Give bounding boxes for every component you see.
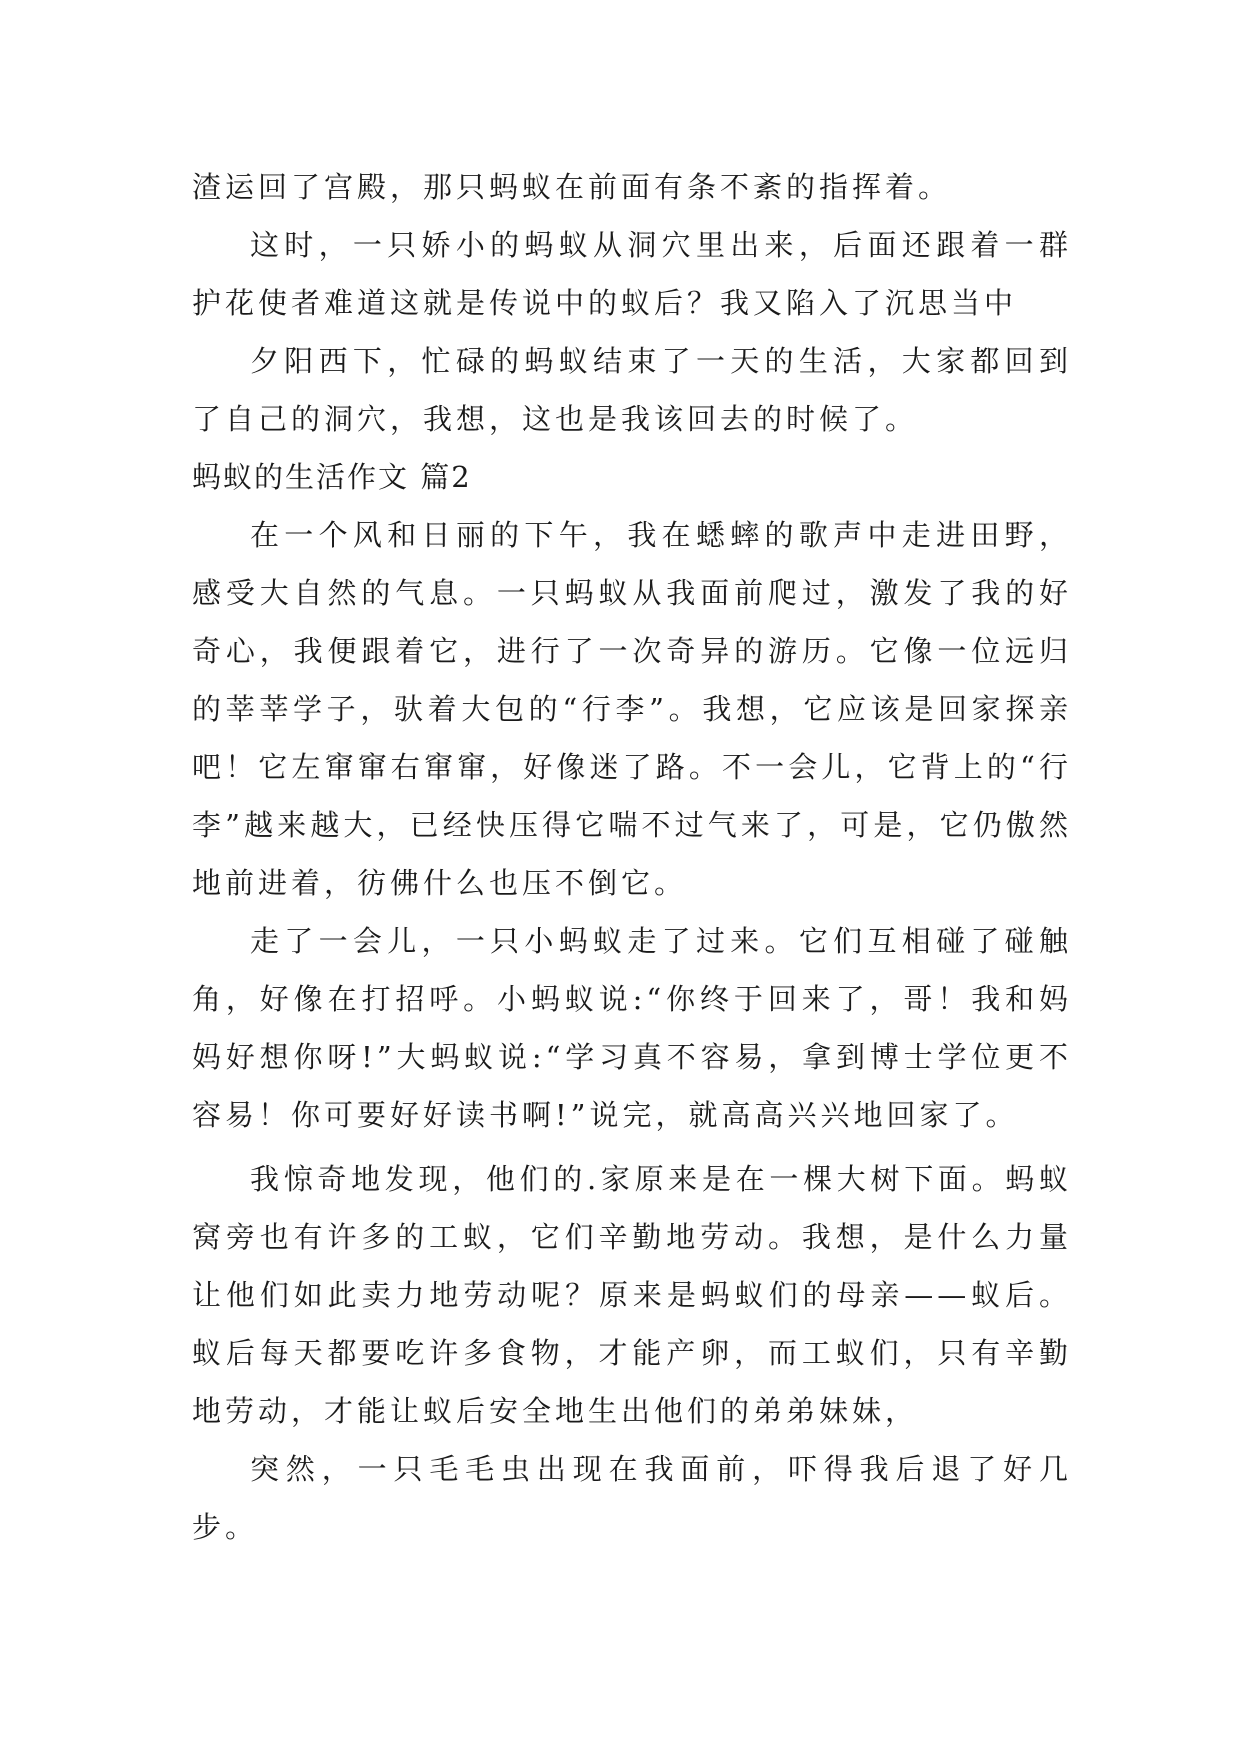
- paragraph-continued: 渣运回了宫殿，那只蚂蚁在前面有条不紊的指挥着。: [192, 170, 952, 204]
- paragraph: 在一个风和日丽的下午，我在蟋蟀的歌声中走进田野，感受大自然的气息。一只蚂蚁从我面前爬过，激发了我的好奇心，我便跟着它，进行了一次奇异的游历。它像一位远归的莘莘学子，驮着大包的“行李”。我想，它应该是回家探亲吧！它左窜窜右窜窜，好像迷了路。不一会儿，它背上的“行李”越来越大，已经快压得它喘不过气来了，可是，它仍傲然地前进着，彷佛什么也压不倒它。: [192, 518, 1072, 900]
- paragraph: 突然，一只毛毛虫出现在我面前，吓得我后退了好几步。: [192, 1452, 1072, 1544]
- section-heading: 蚂蚁的生活作文 篇2: [192, 460, 472, 494]
- paragraph: 夕阳西下，忙碌的蚂蚁结束了一天的生活，大家都回到了自己的洞穴，我想，这也是我该回去的时候了。: [192, 344, 1072, 436]
- document-body: [192, 158, 1072, 1556]
- paragraph: 走了一会儿，一只小蚂蚁走了过来。它们互相碰了碰触角，好像在打招呼。小蚂蚁说:“你终于回来了，哥！我和妈妈好想你呀!”大蚂蚁说:“学习真不容易，拿到博士学位更不容易！你可要好好读书啊!”说完，就高高兴兴地回家了。: [192, 924, 1072, 1132]
- paragraph: 这时，一只娇小的蚂蚁从洞穴里出来，后面还跟着一群护花使者难道这就是传说中的蚁后？我又陷入了沉思当中: [192, 228, 1072, 320]
- paragraph: 我惊奇地发现，他们的.家原来是在一棵大树下面。蚂蚁窝旁也有许多的工蚁，它们辛勤地劳动。我想，是什么力量让他们如此卖力地劳动呢？原来是蚂蚁们的母亲——蚁后。蚁后每天都要吃许多食物，才能产卵，而工蚁们，只有辛勤地劳动，才能让蚁后安全地生出他们的弟弟妹妹，: [192, 1162, 1072, 1428]
